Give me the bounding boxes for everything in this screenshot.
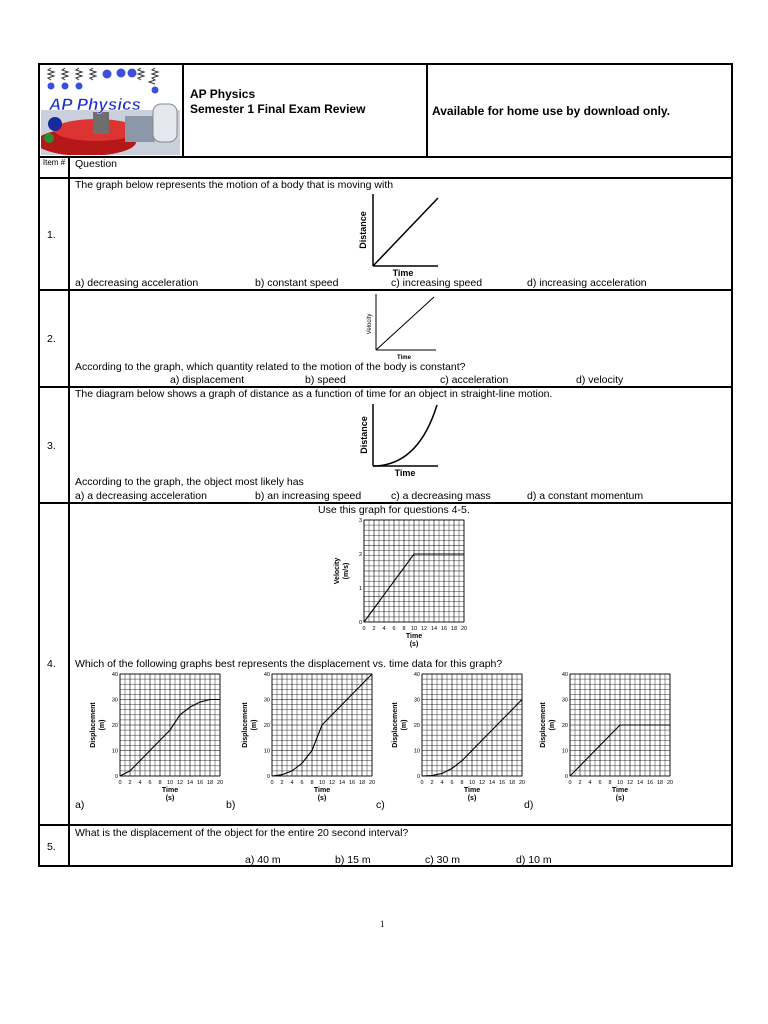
option-b-graph-xtick: 6 <box>300 780 304 786</box>
option-d-graph-yunit: (m) <box>549 719 556 731</box>
option-d-graph-ytick: 30 <box>561 697 568 704</box>
velocity-graph-xtick: 6 <box>392 626 396 632</box>
velocity-graph-ylabel: Velocity <box>334 557 341 585</box>
option-d-graph-xtick: 16 <box>646 780 654 786</box>
option-b-graph-xtick: 10 <box>318 780 326 786</box>
q3-number: 3. <box>47 440 56 452</box>
q1-stem: The graph below represents the motion of a body that is moving with <box>75 179 394 191</box>
option-b-graph-ylabel: Displacement <box>242 702 249 748</box>
option-d-graph-xlabel: Time <box>611 787 629 794</box>
q2-option-a[interactable]: a) displacement <box>170 374 245 386</box>
velocity-graph-xtick: 8 <box>402 626 406 632</box>
q5-stem: What is the displacement of the object for the entire 20 second interval? <box>75 827 409 839</box>
option-c-graph-xunit: (s) <box>467 795 477 802</box>
q4-option-b-label[interactable]: b) <box>226 799 236 811</box>
velocity-graph-xtick: 2 <box>372 626 376 632</box>
option-b-graph-yunit: (m) <box>251 719 258 731</box>
option-a-graph-ytick: 0 <box>114 774 118 780</box>
q2-velocity-time-graph <box>362 292 440 362</box>
option-b-graph-xunit: (s) <box>317 795 327 802</box>
q5-number: 5. <box>47 841 56 853</box>
option-c-graph-grid <box>422 674 522 776</box>
option-d-graph-xtick: 6 <box>598 780 602 786</box>
option-d-graph[interactable] <box>536 670 678 810</box>
page-number: 1 <box>380 919 385 929</box>
velocity-graph-ytick: 3 <box>358 518 362 524</box>
table-top-border <box>38 63 733 65</box>
option-d-graph-ytick: 20 <box>561 723 568 729</box>
q5-option-a[interactable]: a) 40 m <box>245 854 281 866</box>
option-c-graph-xtick: 16 <box>498 780 506 786</box>
option-c-graph-ytick: 20 <box>413 723 420 729</box>
option-d-graph-xtick: 12 <box>626 780 634 786</box>
q1-ylabel: Distance <box>358 211 368 249</box>
velocity-graph-xtick: 20 <box>460 626 468 632</box>
option-a-graph-xtick: 6 <box>148 780 152 786</box>
option-d-graph-xtick: 20 <box>666 780 674 786</box>
q1-option-a[interactable]: a) decreasing acceleration <box>75 277 199 289</box>
option-c-graph-xtick: 10 <box>468 780 476 786</box>
q1-number: 1. <box>47 229 56 241</box>
q4-stem: Which of the following graphs best represents the displacement vs. time data for this graph? <box>75 658 503 670</box>
velocity-graph-xtick: 10 <box>410 626 418 632</box>
option-b-graph[interactable] <box>238 670 380 810</box>
option-d-graph-ylabel: Displacement <box>540 702 547 748</box>
option-a-graph-xtick: 14 <box>186 780 194 786</box>
option-d-graph-xtick: 18 <box>656 780 664 786</box>
option-b-graph-xtick: 2 <box>280 780 284 786</box>
option-b-graph-xtick: 18 <box>358 780 366 786</box>
q3-curve <box>373 405 437 466</box>
option-b-graph-xtick: 8 <box>310 780 314 786</box>
table-left-border <box>38 63 40 867</box>
option-c-graph-ylabel: Displacement <box>392 702 399 748</box>
option-a-graph-xlabel: Time <box>161 787 179 794</box>
q3-distance-time-graph <box>358 402 444 480</box>
q2-stem: According to the graph, which quantity related to the motion of the body is constant? <box>75 361 466 373</box>
velocity-graph-ytick: 1 <box>358 586 362 592</box>
item-col-divider <box>68 156 70 867</box>
availability-note: Available for home use by download only. <box>432 104 671 118</box>
option-c-graph-xtick: 12 <box>478 780 486 786</box>
velocity-graph-xlabel: Time <box>405 633 423 640</box>
q1-distance-time-graph <box>356 192 446 278</box>
header-bottom-border <box>38 156 733 158</box>
velocity-graph-xtick: 0 <box>362 626 366 632</box>
q5-option-b[interactable]: b) 15 m <box>335 854 371 866</box>
table-bottom-border <box>38 865 733 867</box>
q5-option-c[interactable]: c) 30 m <box>425 854 461 866</box>
row1-bottom-border <box>38 289 733 291</box>
q4-number: 4. <box>47 658 56 670</box>
option-c-graph-xtick: 2 <box>430 780 434 786</box>
velocity-graph-xtick: 12 <box>420 626 428 632</box>
question-header: Question <box>75 158 118 170</box>
velocity-graph-ytick: 2 <box>358 552 362 558</box>
option-b-graph-ytick: 30 <box>263 697 270 704</box>
velocity-graph-xtick: 14 <box>430 626 438 632</box>
option-a-graph-xtick: 18 <box>206 780 214 786</box>
option-b-graph-xtick: 20 <box>368 780 376 786</box>
velocity-graph-grid <box>364 520 464 622</box>
option-c-graph-xtick: 8 <box>460 780 464 786</box>
title-divider <box>426 63 428 158</box>
course-name: AP Physics <box>190 87 256 101</box>
option-c-graph-xtick: 6 <box>450 780 454 786</box>
velocity-graph-xtick: 18 <box>450 626 458 632</box>
option-b-graph-xtick: 16 <box>348 780 356 786</box>
option-b-graph-xtick: 4 <box>290 780 294 786</box>
option-a-graph-xtick: 0 <box>118 780 122 786</box>
option-c-graph-xlabel: Time <box>463 787 481 794</box>
q3-option-a[interactable]: a) a decreasing acceleration <box>75 490 207 502</box>
option-a-graph-xtick: 20 <box>216 780 224 786</box>
option-b-graph-xtick: 12 <box>328 780 336 786</box>
q1-option-b[interactable]: b) constant speed <box>255 277 339 289</box>
velocity-graph-xtick: 16 <box>440 626 448 632</box>
option-a-graph-xtick: 10 <box>166 780 174 786</box>
row4-bottom-border <box>38 824 733 826</box>
option-a-graph-xunit: (s) <box>165 795 175 802</box>
option-a-graph-xtick: 8 <box>158 780 162 786</box>
velocity-graph-xunit: (s) <box>409 641 419 648</box>
option-d-graph-ytick: 40 <box>561 672 568 678</box>
logo-divider <box>182 63 184 158</box>
q3-xlabel: Time <box>394 468 416 478</box>
option-d-graph-xtick: 4 <box>588 780 592 786</box>
q3-option-b[interactable]: b) an increasing speed <box>255 490 362 502</box>
q1-option-d[interactable]: d) increasing acceleration <box>527 277 647 289</box>
q3-option-c[interactable]: c) a decreasing mass <box>391 490 491 502</box>
option-b-graph-xlabel: Time <box>313 787 331 794</box>
option-d-graph-xunit: (s) <box>615 795 625 802</box>
velocity-graph-yunit: (m/s) <box>343 562 350 580</box>
table-right-border <box>731 63 733 867</box>
q1-option-c[interactable]: c) increasing speed <box>391 277 483 289</box>
option-a-graph-xtick: 4 <box>138 780 142 786</box>
option-c-graph-ytick: 10 <box>413 748 420 755</box>
velocity-graph-ytick: 0 <box>358 620 362 626</box>
option-b-graph-ytick: 40 <box>263 672 270 678</box>
q4-option-a-label[interactable]: a) <box>75 799 85 811</box>
option-c-graph-xtick: 4 <box>440 780 444 786</box>
q2-line <box>376 297 434 350</box>
option-c-graph-xtick: 18 <box>508 780 516 786</box>
q5-option-d[interactable]: d) 10 m <box>516 854 552 866</box>
option-a-graph-ytick: 20 <box>111 723 118 729</box>
q3-option-d[interactable]: d) a constant momentum <box>527 490 644 502</box>
option-c-graph-yunit: (m) <box>401 719 408 731</box>
option-d-graph-xtick: 14 <box>636 780 644 786</box>
option-c-graph[interactable] <box>388 670 530 810</box>
option-d-graph-ytick: 10 <box>561 748 568 755</box>
option-b-graph-ytick: 0 <box>266 774 270 780</box>
option-b-graph-ytick: 10 <box>263 748 270 755</box>
option-a-graph-ytick: 30 <box>111 697 118 704</box>
option-a-graph-ylabel: Displacement <box>90 702 97 748</box>
q1-line <box>373 198 438 266</box>
logo-text: AP Physics <box>49 95 141 114</box>
option-a-graph-ytick: 10 <box>111 748 118 755</box>
q2-option-d[interactable]: d) velocity <box>576 374 624 386</box>
option-c-graph-xtick: 14 <box>488 780 496 786</box>
q2-number: 2. <box>47 333 56 345</box>
option-d-graph-xtick: 2 <box>578 780 582 786</box>
q3-ylabel: Distance <box>359 416 369 454</box>
option-d-graph-xtick: 0 <box>568 780 572 786</box>
option-a-graph[interactable] <box>86 670 228 810</box>
q4-option-d-label[interactable]: d) <box>524 799 534 811</box>
velocity-graph-xtick: 4 <box>382 626 386 632</box>
q3-stem-2: According to the graph, the object most likely has <box>75 476 304 488</box>
option-a-graph-xtick: 16 <box>196 780 204 786</box>
velocity-time-graph <box>330 516 472 656</box>
option-a-graph-xtick: 2 <box>128 780 132 786</box>
option-a-graph-yunit: (m) <box>99 719 106 731</box>
option-d-graph-xtick: 10 <box>616 780 624 786</box>
option-c-graph-ytick: 30 <box>413 697 420 704</box>
option-c-graph-ytick: 0 <box>416 774 420 780</box>
q2-option-c[interactable]: c) acceleration <box>440 374 509 386</box>
option-b-graph-xtick: 14 <box>338 780 346 786</box>
q2-ylabel: Velocity <box>367 313 373 335</box>
page-title: Semester 1 Final Exam Review <box>190 102 366 116</box>
ap-physics-logo <box>41 66 180 155</box>
option-d-graph-xtick: 8 <box>608 780 612 786</box>
option-c-graph-xtick: 20 <box>518 780 526 786</box>
q2-xlabel: Time <box>397 355 411 361</box>
option-d-graph-ytick: 0 <box>564 774 568 780</box>
option-b-graph-xtick: 0 <box>270 780 274 786</box>
q1-xlabel: Time <box>392 268 414 278</box>
item-number-header: Item # <box>42 158 66 167</box>
option-b-graph-ytick: 20 <box>263 723 270 729</box>
option-c-graph-ytick: 40 <box>413 672 420 678</box>
option-a-graph-xtick: 12 <box>176 780 184 786</box>
q3-stem: The diagram below shows a graph of distance as a function of time for an object in straight-line motion. <box>75 388 553 400</box>
q4-option-c-label[interactable]: c) <box>376 799 385 811</box>
option-a-graph-grid <box>120 674 220 776</box>
option-a-graph-ytick: 40 <box>111 672 118 678</box>
q4-intro: Use this graph for questions 4-5. <box>318 504 470 516</box>
q2-option-b[interactable]: b) speed <box>305 374 346 386</box>
option-c-graph-xtick: 0 <box>420 780 424 786</box>
